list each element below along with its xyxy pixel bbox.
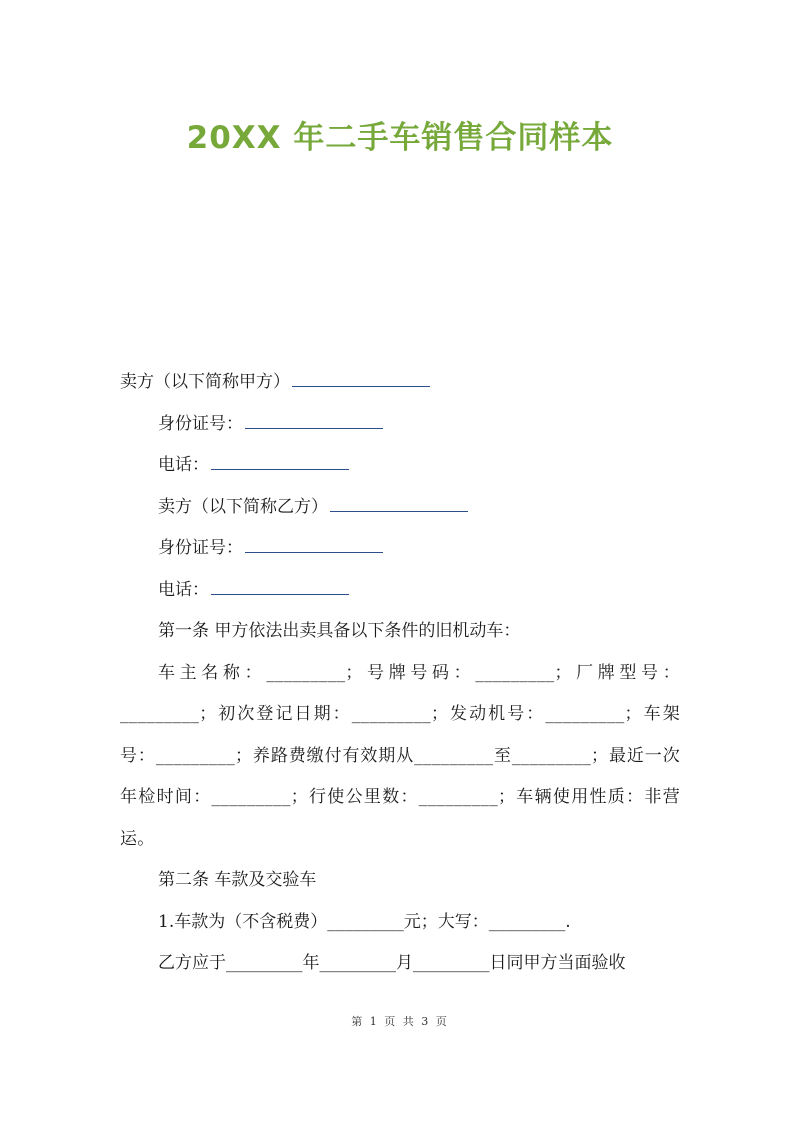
buyer-phone-line	[120, 570, 680, 612]
seller-phone-label: 电话：	[158, 455, 209, 475]
seller-id-blank	[245, 427, 383, 429]
buyer-id-line	[120, 528, 680, 570]
article2-item1: 1.车款为（不含税费）_________元；大写：_________.	[158, 911, 571, 932]
article1-heading: 第一条 甲方依法出卖具备以下条件的旧机动车：	[158, 621, 521, 641]
buyer-label: 卖方（以下简称乙方）	[158, 496, 328, 517]
seller-name-blank	[292, 385, 430, 387]
seller-line	[120, 362, 680, 404]
article1-text: 车主名称：_________；号牌号码：_________；厂牌型号：_________；初次登记日期：_________；发动机号：_________；车架号：_________；养路费缴付有效期从_________至_________；最近一次年检时间：_________；行使公里数：_________；车辆使用性质：非营运。	[120, 662, 680, 849]
seller-id-line	[120, 404, 680, 446]
contract-body	[120, 362, 680, 985]
seller-id-label: 身份证号：	[158, 413, 243, 434]
seller-label: 卖方（以下简称甲方）	[120, 372, 290, 392]
buyer-line	[120, 487, 680, 529]
buyer-name-blank	[330, 510, 468, 512]
buyer-id-blank	[245, 551, 383, 553]
buyer-phone-label: 电话：	[158, 579, 209, 600]
seller-phone-line	[120, 445, 680, 487]
buyer-id-label: 身份证号：	[158, 538, 243, 558]
page-number-footer: 第 1 页 共 3 页	[351, 1015, 449, 1028]
seller-phone-blank	[211, 468, 349, 470]
article2-heading: 第二条 车款及交验车	[158, 870, 317, 890]
buyer-phone-blank	[211, 593, 349, 595]
article2-item2: 乙方应于_________年_________月_________日同甲方当面验收	[158, 953, 626, 973]
document-title: 20XX 年二手车销售合同样本	[186, 120, 614, 156]
